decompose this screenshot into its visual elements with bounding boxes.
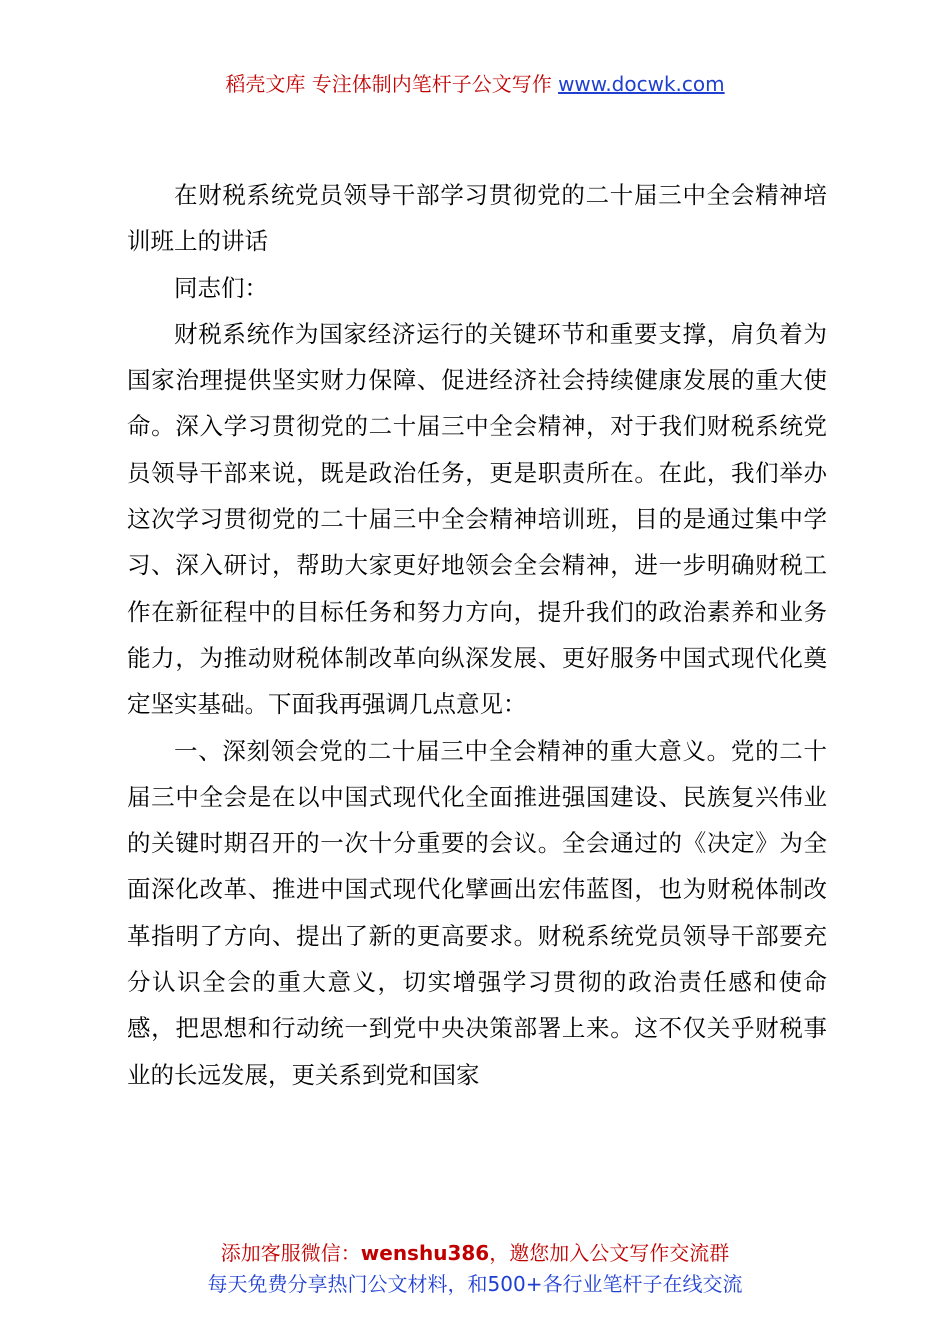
- header-website-link[interactable]: www.docwk.com: [558, 72, 725, 96]
- document-body: [127, 172, 827, 1098]
- header-brand: 稻壳文库 专注体制内笔杆子公文写作: [225, 72, 552, 96]
- salutation: 同志们：: [174, 273, 268, 302]
- document-title: 在财税系统党员领导干部学习贯彻党的二十届三中全会精神培训班上的讲话: [127, 181, 827, 256]
- footer-promo-line: 每天免费分享热门公文材料，和500+各行业笔杆子在线交流: [207, 1272, 743, 1296]
- wechat-id: wenshu386: [360, 1241, 490, 1265]
- body-paragraph: 财税系统作为国家经济运行的关键环节和重要支撑，肩负着为国家治理提供坚实财力保障、促进经济社会持续健康发展的重大使命。深入学习贯彻党的二十届三中全会精神，对于我们财税系统党员领导干部来说，既是政治任务，更是职责所在。在此，我们举办这次学习贯彻党的二十届三中全会精神培训班，目的是通过集中学习、深入研讨，帮助大家更好地领会全会精神，进一步明确财税工作在新征程中的目标任务和努力方向，提升我们的政治素养和业务能力，为推动财税体制改革向纵深发展、更好服务中国式现代化奠定坚实基础。下面我再强调几点意见：: [127, 319, 827, 719]
- footer-contact-prefix: 添加客服微信：: [220, 1241, 361, 1265]
- footer-contact-line: [0, 1238, 950, 1269]
- body-paragraph: 一、深刻领会党的二十届三中全会精神的重大意义。党的二十届三中全会是在以中国式现代化全面推进强国建设、民族复兴伟业的关键时期召开的一次十分重要的会议。全会通过的《决定》为全面深化改革、推进中国式现代化擘画出宏伟蓝图，也为财税体制改革指明了方向、提出了新的更高要求。财税系统党员领导干部要充分认识全会的重大意义，切实增强学习贯彻的政治责任感和使命感，把思想和行动统一到党中央决策部署上来。这不仅关乎财税事业的长远发展，更关系到党和国家: [127, 736, 827, 1089]
- footer-contact-suffix: ，邀您加入公文写作交流群: [489, 1241, 730, 1265]
- page-header: [0, 70, 950, 98]
- page-footer: [0, 1238, 950, 1300]
